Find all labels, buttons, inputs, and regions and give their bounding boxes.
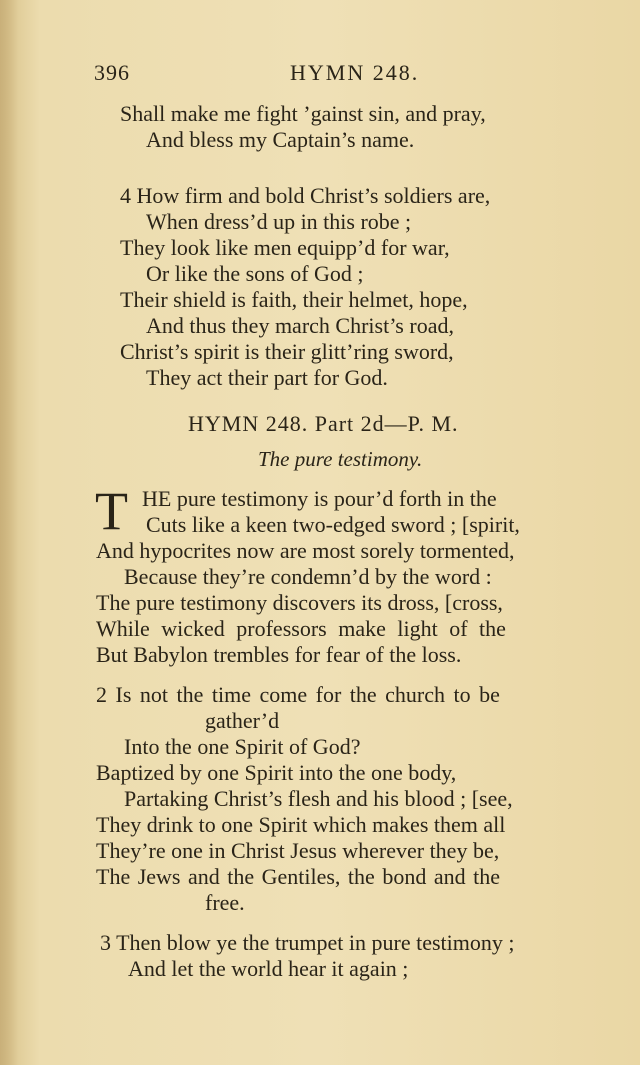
verse-line: And hypocrites now are most sorely tormented, xyxy=(96,538,515,563)
verse-line: And thus they march Christ’s road, xyxy=(146,313,454,338)
verse-line: Baptized by one Spirit into the one body, xyxy=(96,760,457,785)
verse-line: They drink to one Spirit which makes them all xyxy=(96,812,506,837)
verse-line: 2 Is not the time come for the church to be xyxy=(96,682,500,707)
verse-line: Partaking Christ’s flesh and his blood ; [see, xyxy=(124,786,513,811)
verse-line: They act their part for God. xyxy=(146,365,388,390)
page-number: 396 xyxy=(94,60,130,85)
drop-cap: T xyxy=(95,481,128,541)
verse-line: Christ’s spirit is their glitt’ring sword, xyxy=(120,339,454,364)
verse-line: They look like men equipp’d for war, xyxy=(120,235,450,260)
verse-line: They’re one in Christ Jesus wherever they be, xyxy=(96,838,500,863)
verse-line: The Jews and the Gentiles, the bond and the xyxy=(96,864,500,889)
verse-line: While wicked professors make light of the xyxy=(96,616,506,641)
verse-line: Or like the sons of God ; xyxy=(146,261,364,286)
hymn-subtitle: The pure testimony. xyxy=(258,447,423,471)
hymn-title: HYMN 248. Part 2d—P. M. xyxy=(188,411,459,436)
verse-line: HE pure testimony is pour’d forth in the xyxy=(142,486,497,511)
verse-line: And let the world hear it again ; xyxy=(128,956,409,981)
verse-line: And bless my Captain’s name. xyxy=(146,127,415,152)
verse-line: Shall make me fight ’gainst sin, and pray, xyxy=(120,101,486,126)
verse-line: free. xyxy=(205,890,245,915)
verse-line: Because they’re condemn’d by the word : xyxy=(124,564,492,589)
verse-line: Cuts like a keen two-edged sword ; [spirit, xyxy=(146,512,520,537)
page-header-title: HYMN 248. xyxy=(290,60,420,85)
verse-line: Their shield is faith, their helmet, hope, xyxy=(120,287,468,312)
verse-line: 4 How firm and bold Christ’s soldiers are, xyxy=(120,183,491,208)
verse-line: The pure testimony discovers its dross, [cross, xyxy=(96,590,503,615)
verse-line: 3 Then blow ye the trumpet in pure testimony ; xyxy=(100,930,515,955)
verse-line: Into the one Spirit of God? xyxy=(124,734,361,759)
verse-line: But Babylon trembles for fear of the loss. xyxy=(96,642,462,667)
verse-line: gather’d xyxy=(205,708,280,733)
verse-line: When dress’d up in this robe ; xyxy=(146,209,412,234)
